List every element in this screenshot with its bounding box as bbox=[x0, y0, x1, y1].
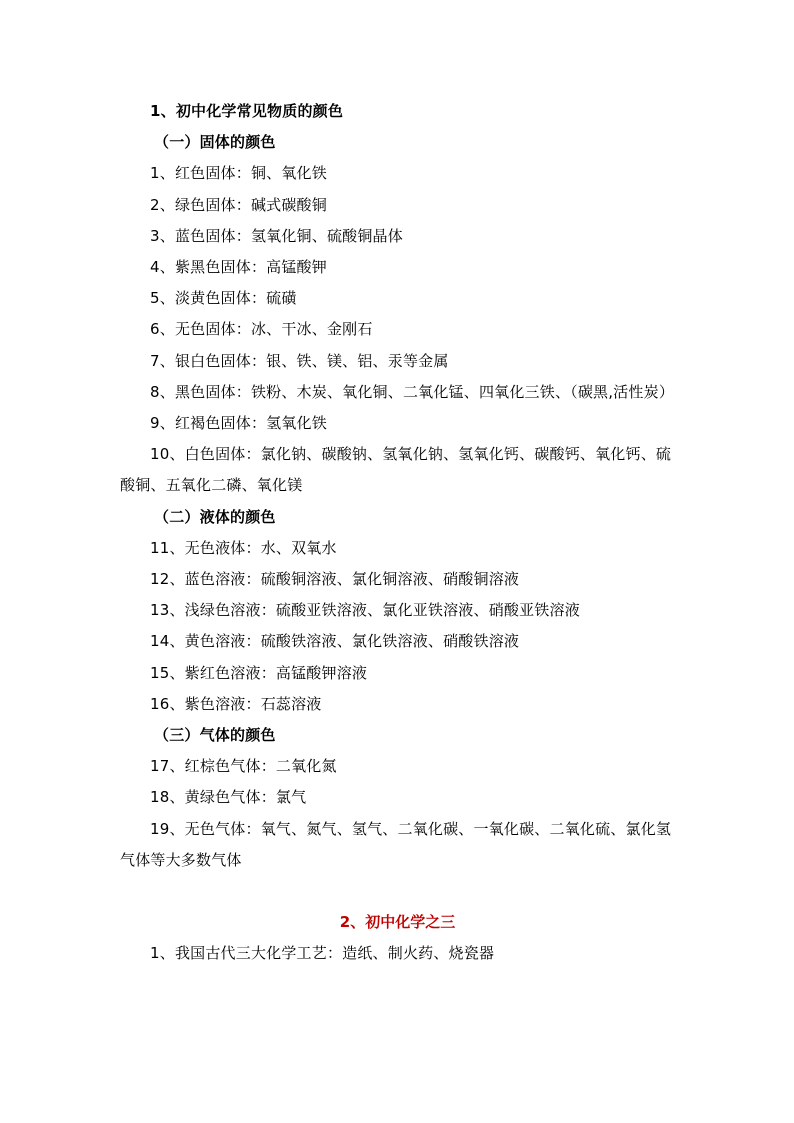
list-item: 1、红色固体：铜、氧化铁 bbox=[150, 164, 327, 183]
liquid-colors-heading: （二）液体的颜色 bbox=[154, 507, 276, 526]
list-item: 1、我国古代三大化学工艺：造纸、制火药、烧瓷器 bbox=[150, 944, 495, 963]
list-item: 8、黑色固体：铁粉、木炭、氧化铜、二氧化锰、四氧化三铁、（碳黑,活性炭） bbox=[150, 382, 675, 401]
list-item: 9、红褐色固体：氢氧化铁 bbox=[150, 414, 327, 433]
list-item: 11、无色液体：水、双氧水 bbox=[150, 538, 337, 557]
section-1-title: 1、初中化学常见物质的颜色 bbox=[150, 102, 344, 120]
list-item: 15、紫红色溶液：高锰酸钾溶液 bbox=[150, 663, 368, 682]
document-body bbox=[120, 96, 675, 969]
list-item: 18、黄绿色气体：氯气 bbox=[150, 788, 307, 807]
list-item: 13、浅绿色溶液：硫酸亚铁溶液、氯化亚铁溶液、硝酸亚铁溶液 bbox=[150, 601, 580, 620]
list-item: 19、无色气体：氧气、氮气、氢气、二氧化碳、一氧化碳、二氧化硫、氯化氢气体等大多数气体 bbox=[120, 819, 672, 869]
list-item: 6、无色固体：冰、干冰、金刚石 bbox=[150, 320, 373, 339]
list-item: 17、红棕色气体：二氧化氮 bbox=[150, 757, 337, 776]
gas-colors-heading: （三）气体的颜色 bbox=[154, 726, 276, 745]
list-item: 3、蓝色固体：氢氧化铜、硫酸铜晶体 bbox=[150, 226, 403, 245]
list-item: 16、紫色溶液：石蕊溶液 bbox=[150, 694, 322, 713]
list-item: 4、紫黑色固体：高锰酸钾 bbox=[150, 258, 327, 277]
list-item: 7、银白色固体：银、铁、镁、铝、汞等金属 bbox=[150, 351, 449, 370]
list-item: 5、淡黄色固体：硫磺 bbox=[150, 289, 297, 308]
list-item: 10、白色固体：氯化钠、碳酸钠、氢氧化钠、氢氧化钙、碳酸钙、氧化钙、硫酸铜、五氧化二磷、氧化镁 bbox=[120, 445, 672, 495]
list-item: 12、蓝色溶液：硫酸铜溶液、氯化铜溶液、硝酸铜溶液 bbox=[150, 570, 520, 589]
list-item: 14、黄色溶液：硫酸铁溶液、氯化铁溶液、硝酸铁溶液 bbox=[150, 632, 520, 651]
list-item: 2、绿色固体：碱式碳酸铜 bbox=[150, 195, 327, 214]
section-2-title: 2、初中化学之三 bbox=[339, 913, 456, 932]
solid-colors-heading: （一）固体的颜色 bbox=[154, 133, 276, 152]
blank-line bbox=[120, 876, 675, 907]
